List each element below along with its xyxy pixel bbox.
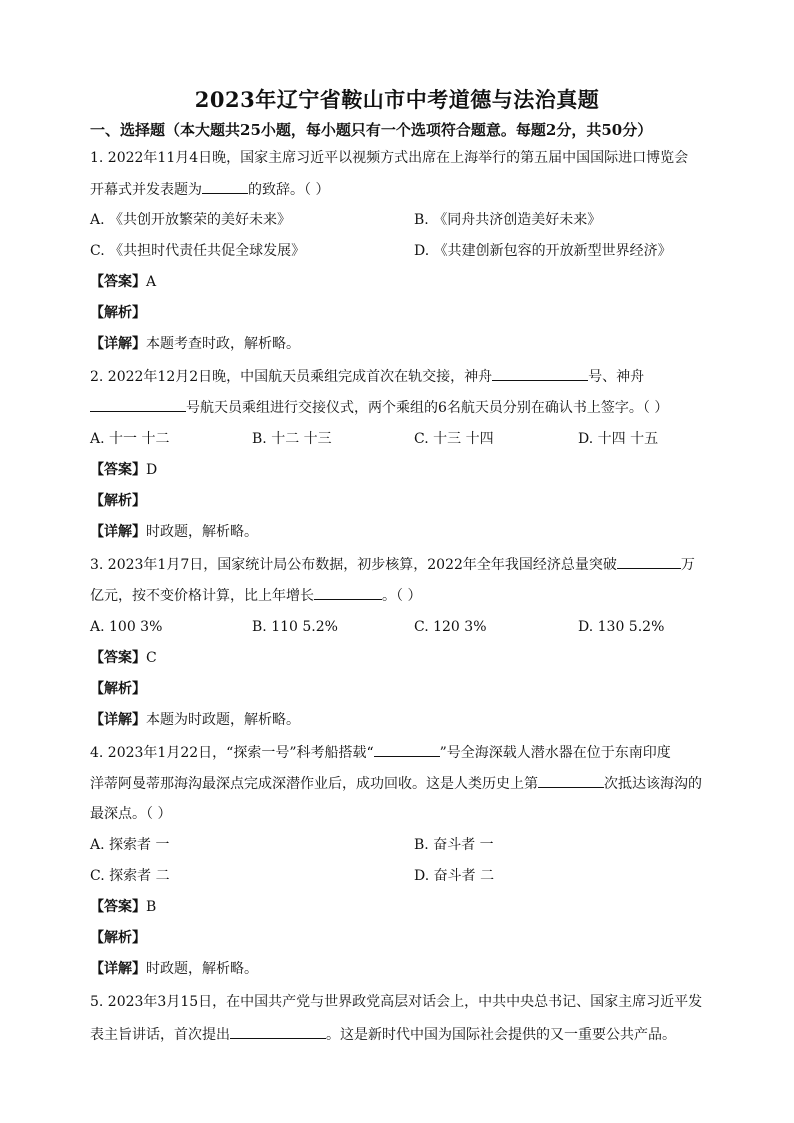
q1-stem-text: 开幕式并发表题为 (90, 182, 202, 198)
answer-value: C (146, 650, 157, 666)
detail-label: 【详解】 (90, 336, 146, 352)
q3-analysis-label: 【解析】 (90, 681, 146, 697)
q2-option-d: D. 十四 十五 (578, 431, 659, 447)
answer-blank (374, 742, 440, 757)
q4-stem-text: 4. 2023年1月22日，“探索一号”科考船搭载“ (90, 745, 374, 761)
q4-option-a: A. 探索者 一 (90, 837, 170, 853)
q1-option-d: D. 《共建创新包容的开放新型世界经济》 (414, 243, 672, 259)
answer-label: 【答案】 (90, 462, 146, 478)
q4-answer (90, 897, 156, 917)
answer-blank (314, 585, 382, 600)
q1-detail (90, 334, 300, 354)
q2-option-a: A. 十一 十二 (90, 431, 170, 447)
q2-stem-text: 2. 2022年12月2日晚，中国航天员乘组完成首次在轨交接，神舟 (90, 369, 493, 385)
answer-value: D (146, 462, 158, 478)
q1-option-b: B. 《同舟共济创造美好未来》 (414, 212, 602, 228)
q1-stem-line2 (90, 179, 329, 200)
q2-detail (90, 522, 258, 542)
q2-analysis-label: 【解析】 (90, 493, 146, 509)
q3-option-b: B. 110 5.2% (252, 619, 338, 635)
q3-stem-text: 3. 2023年1月7日，国家统计局公布数据，初步核算，2022年全年我国经济总量突破 (90, 557, 617, 573)
section-heading: 一、选择题（本大题共25小题，每小题只有一个选项符合题意。每题2分，共50分） (90, 121, 653, 139)
q4-analysis-label: 【解析】 (90, 930, 146, 946)
q1-analysis-label: 【解析】 (90, 305, 146, 321)
q3-stem-text-end: 万 (680, 557, 695, 573)
q3-option-a: A. 100 3% (90, 619, 163, 635)
q4-stem-text-2: 洋蒂阿曼蒂那海沟最深点完成深潜作业后，成功回收。这是人类历史上第 (90, 776, 538, 792)
q3-option-c: C. 120 3% (414, 619, 487, 635)
detail-text: 本题考查时政，解析略。 (146, 336, 300, 352)
q4-stem-text-end: ”号全海深载人潜水器在位于东南印度 (439, 745, 671, 761)
q4-option-d: D. 奋斗者 二 (414, 868, 495, 884)
q4-option-b: B. 奋斗者 一 (414, 837, 494, 853)
q1-option-c: C. 《共担时代责任共促全球发展》 (90, 243, 306, 259)
q1-stem-text-end: 的致辞。（ ） (248, 182, 330, 198)
q2-stem-line2 (90, 397, 668, 418)
answer-blank (90, 397, 186, 412)
q1-stem-line1: 1. 2022年11月4日晚，国家主席习近平以视频方式出席在上海举行的第五届中国国际进口博览会 (90, 150, 689, 166)
page-title: 2023年辽宁省鞍山市中考道德与法治真题 (194, 87, 600, 112)
detail-label: 【详解】 (90, 712, 146, 728)
q4-stem-line3: 最深点。（ ） (90, 806, 172, 822)
q3-stem-line1 (90, 554, 695, 575)
answer-blank (617, 554, 681, 569)
detail-text: 本题为时政题，解析略。 (146, 712, 300, 728)
q3-stem-text-2: 亿元，按不变价格计算，比上年增长 (90, 588, 314, 604)
q4-stem-line2 (90, 773, 702, 794)
q1-option-a: A. 《共创开放繁荣的美好未来》 (90, 212, 292, 228)
answer-label: 【答案】 (90, 899, 146, 915)
q5-stem-text-end: 。这是新时代中国为国际社会提供的又一重要公共产品。 (326, 1027, 676, 1043)
q2-stem-line1 (90, 366, 644, 387)
q5-stem-text: 表主旨讲话，首次提出 (90, 1027, 230, 1043)
answer-blank (230, 1024, 326, 1039)
answer-label: 【答案】 (90, 274, 146, 290)
detail-label: 【详解】 (90, 524, 146, 540)
answer-blank (492, 366, 588, 381)
detail-text: 时政题，解析略。 (146, 524, 258, 540)
q5-stem-line2 (90, 1024, 676, 1045)
q3-option-d: D. 130 5.2% (578, 619, 665, 635)
q3-answer (90, 648, 157, 668)
answer-value: A (146, 274, 157, 290)
q5-stem-line1: 5. 2023年3月15日，在中国共产党与世界政党高层对话会上，中共中央总书记、国家主席习近平发 (90, 994, 703, 1010)
q2-stem-text-2: 号航天员乘组进行交接仪式，两个乘组的6名航天员分别在确认书上签字。（ ） (186, 400, 669, 416)
q2-option-c: C. 十三 十四 (414, 431, 494, 447)
q2-answer (90, 460, 157, 480)
q4-stem-text-3: 次抵达该海沟的 (604, 776, 702, 792)
detail-label: 【详解】 (90, 961, 146, 977)
detail-text: 时政题，解析略。 (146, 961, 258, 977)
answer-blank (538, 773, 604, 788)
q4-detail (90, 959, 258, 979)
answer-value: B (146, 899, 157, 915)
answer-blank (202, 179, 248, 194)
q2-option-b: B. 十二 十三 (252, 431, 332, 447)
q1-answer (90, 272, 156, 292)
q3-stem-line2 (90, 585, 421, 606)
q4-stem-line1 (90, 742, 671, 763)
q3-stem-text-3: 。（ ） (382, 588, 422, 604)
q4-option-c: C. 探索者 二 (90, 868, 170, 884)
q2-stem-text-end: 号、神舟 (588, 369, 645, 385)
q3-detail (90, 710, 300, 730)
answer-label: 【答案】 (90, 650, 146, 666)
